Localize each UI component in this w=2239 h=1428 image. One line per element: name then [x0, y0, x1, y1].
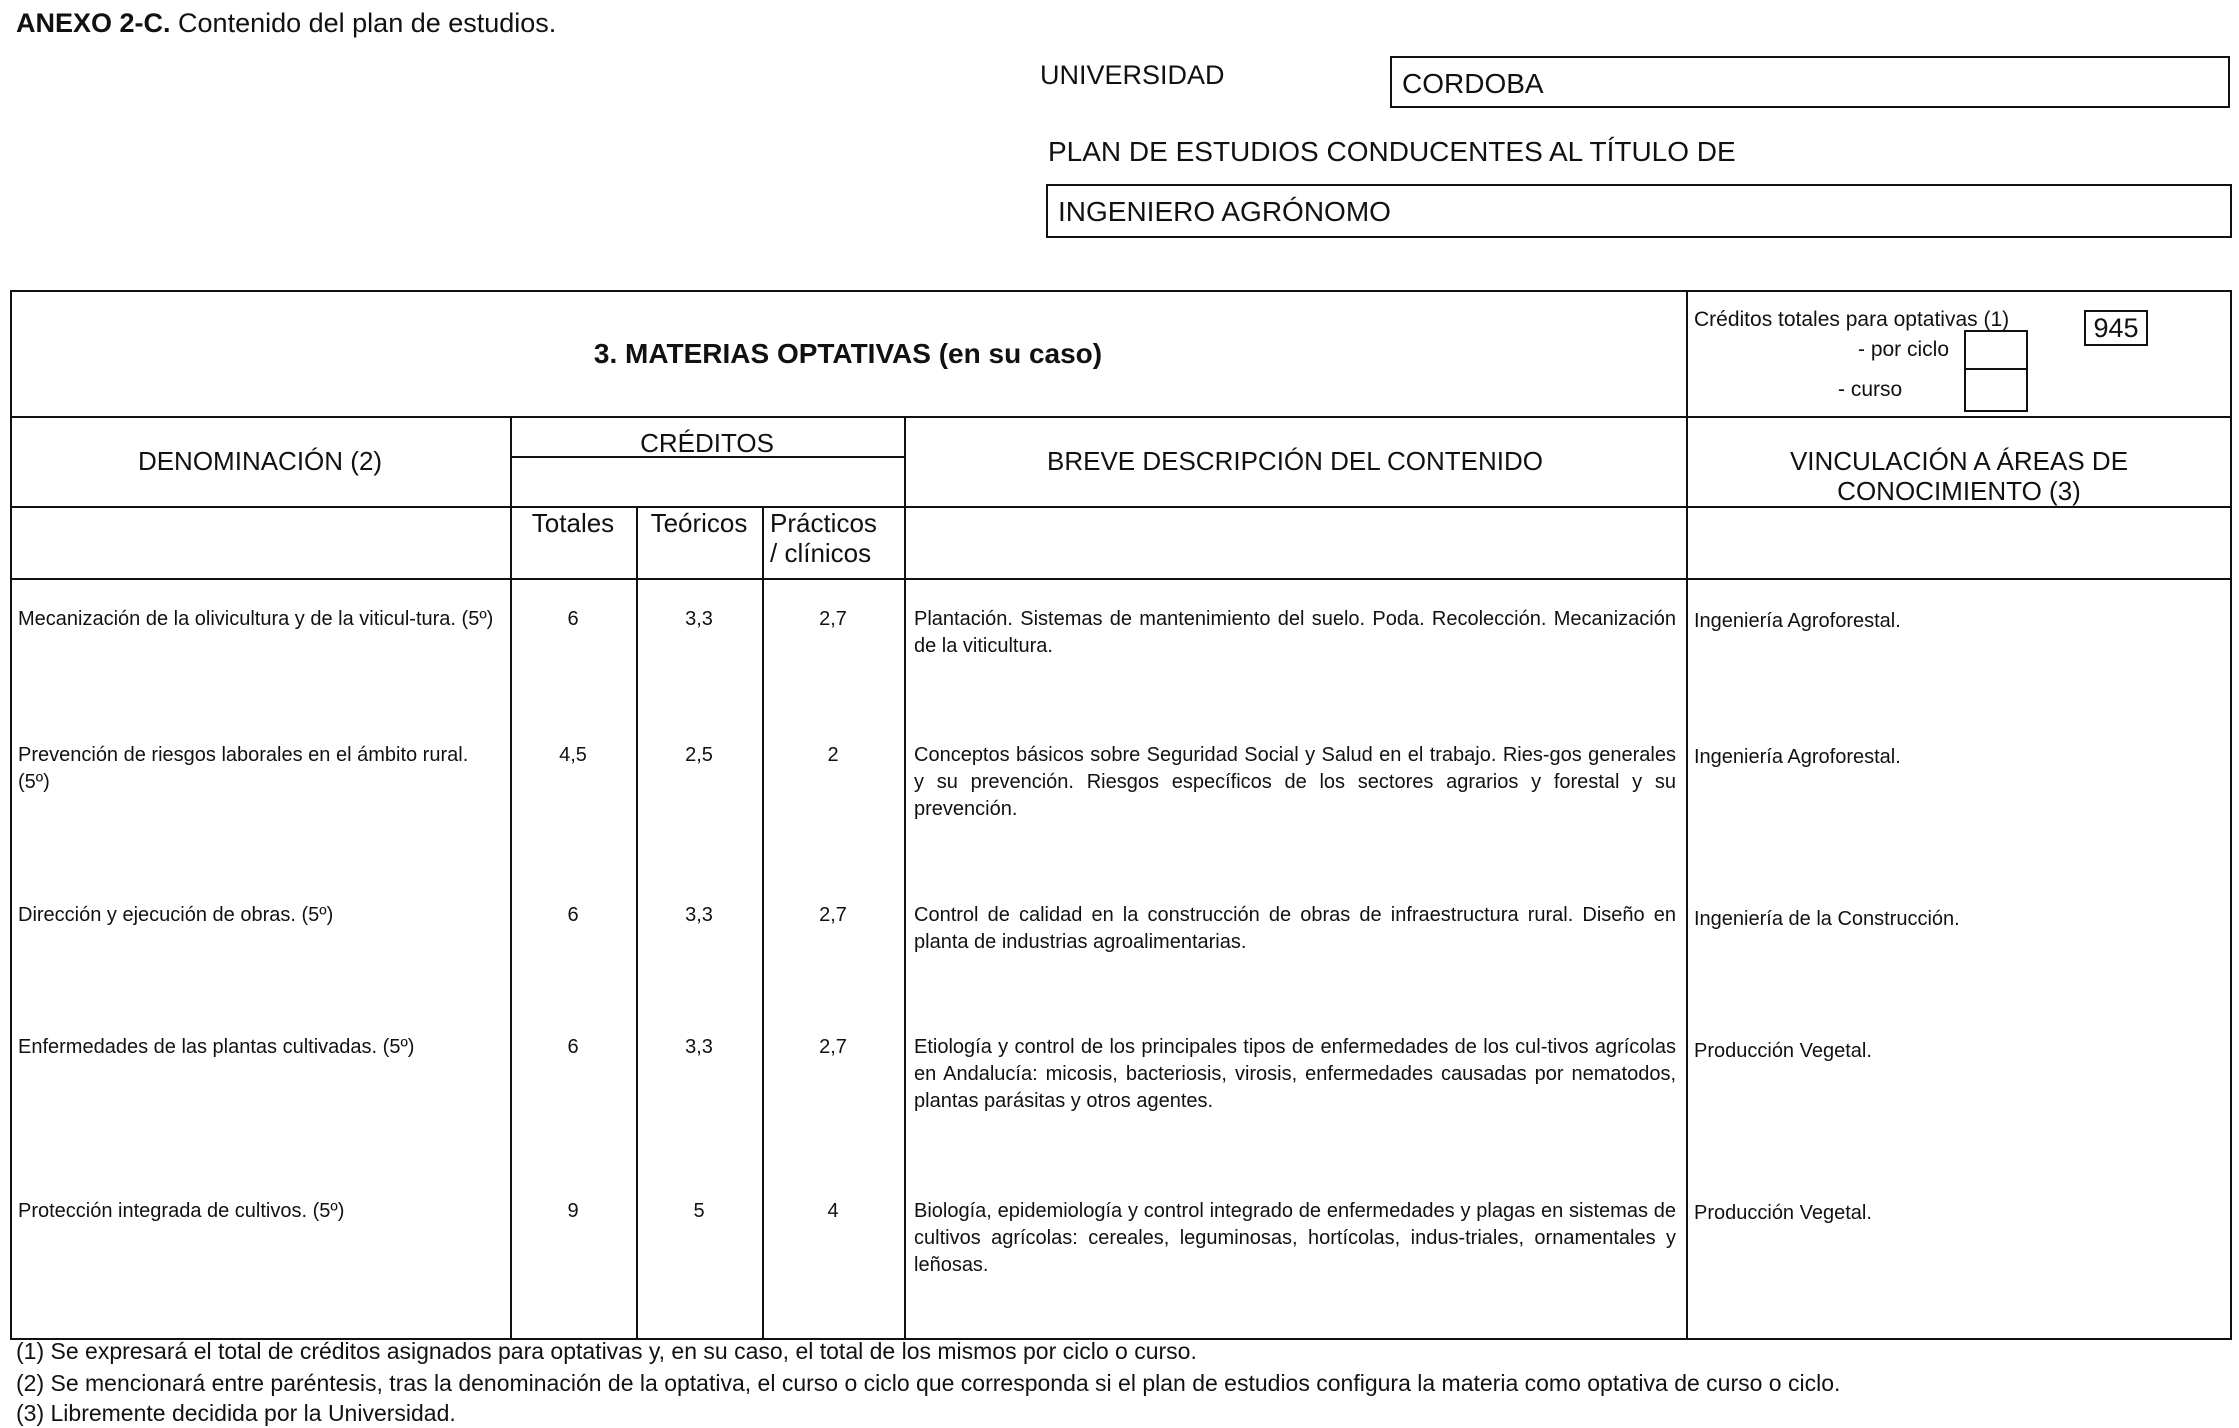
row-5-name: Protección integrada de cultivos. (5º): [18, 1200, 345, 1222]
row-2-name: Prevención de riesgos laborales en el ámbito rural. (5º): [18, 744, 469, 793]
column-description: BREVE DESCRIPCIÓN DEL CONTENIDO: [1046, 446, 1543, 476]
plan-label: PLAN DE ESTUDIOS CONDUCENTES AL TÍTULO DE: [1048, 136, 1736, 167]
row-2-totales: 4,5: [559, 744, 587, 766]
row-5-teoricos: 5: [693, 1200, 705, 1222]
row-2-description: Conceptos básicos sobre Seguridad Social y Salud en el trabajo. Ries-gos generales y su prevención. Riesgos específicos de los sectores agrarios y forestal y su prevención.: [914, 744, 1676, 820]
row-4-area: Producción Vegetal.: [1694, 1040, 1872, 1062]
row-3-teoricos: 3,3: [685, 904, 713, 926]
row-5-practicos: 4: [827, 1200, 839, 1222]
footnote-2: (2) Se mencionará entre paréntesis, tras la denominación de la optativa, el curso o ciclo que corresponda si el plan de estudios configura la materia como optativa de curso o ciclo.: [16, 1370, 1841, 1396]
row-1-practicos: 2,7: [819, 608, 847, 630]
table-rule-col-description: [904, 416, 906, 1340]
row-4-teoricos: 3,3: [685, 1036, 713, 1058]
per-course-label: - curso: [1838, 378, 1903, 401]
row-2-teoricos: 2,5: [685, 744, 713, 766]
per-course-field: [1964, 368, 2028, 412]
annex-number: ANEXO 2-C.: [16, 8, 171, 38]
footnote-1: (1) Se expresará el total de créditos asignados para optativas y, en su caso, el total de los mismos por ciclo o curso.: [16, 1338, 1197, 1364]
university-field: CORDOBA: [1390, 56, 2230, 108]
optional-credits-label: Créditos totales para optativas (1): [1694, 308, 2010, 331]
row-1-area: Ingeniería Agroforestal.: [1694, 610, 1901, 632]
row-1-description: Plantación. Sistemas de mantenimiento del suelo. Poda. Recolección. Mecanización de la viticultura.: [914, 608, 1676, 657]
column-totales: Totales: [531, 508, 615, 538]
row-3-practicos: 2,7: [819, 904, 847, 926]
column-areas-line1: VINCULACIÓN A ÁREAS DE: [1789, 446, 2129, 476]
row-5-description: Biología, epidemiología y control integrado de enfermedades y plagas en sistemas de cultivos agrícolas: cereales, leguminosas, hortícolas, indus-triales, ornamentales y leñosas.: [914, 1200, 1676, 1276]
row-2-area: Ingeniería Agroforestal.: [1694, 746, 1901, 768]
annex-subtitle: Contenido del plan de estudios.: [170, 8, 557, 38]
row-5-area: Producción Vegetal.: [1694, 1202, 1872, 1224]
row-3-area: Ingeniería de la Construcción.: [1694, 908, 1960, 930]
row-1-teoricos: 3,3: [685, 608, 713, 630]
table-rule-header-mid: [10, 506, 2232, 508]
column-areas-line2: CONOCIMIENTO (3): [1837, 476, 2081, 506]
per-cycle-field: [1964, 330, 2028, 370]
row-4-practicos: 2,7: [819, 1036, 847, 1058]
optional-credits-value: 945: [2084, 310, 2148, 346]
per-cycle-label: - por ciclo: [1858, 338, 1950, 361]
row-4-description: Etiología y control de los principales tipos de enfermedades de los cul-tivos agrícolas en Andalucía: micosis, bacteriosis, virosis, enfermedades causadas por nematodos, plantas parásitas y otros agentes.: [914, 1036, 1676, 1112]
column-practicos-line2: / clínicos: [770, 538, 872, 568]
row-3-description: Control de calidad en la construcción de obras de infraestructura rural. Diseño en planta de industrias agroalimentarias.: [914, 904, 1676, 953]
row-3-name: Dirección y ejecución de obras. (5º): [18, 904, 334, 926]
university-label: UNIVERSIDAD: [1040, 60, 1225, 90]
column-creditos: CRÉDITOS: [640, 428, 774, 458]
row-2-practicos: 2: [827, 744, 839, 766]
column-denominacion: DENOMINACIÓN (2): [137, 446, 383, 476]
row-3-totales: 6: [567, 904, 579, 926]
row-1-totales: 6: [567, 608, 579, 630]
degree-field: INGENIERO AGRÓNOMO: [1046, 184, 2232, 238]
row-4-totales: 6: [567, 1036, 579, 1058]
row-1-name: Mecanización de la olivicultura y de la viticul-tura. (5º): [18, 608, 494, 630]
column-areas: [1686, 446, 2232, 506]
table-rule-header-bottom: [10, 578, 2232, 580]
row-5-totales: 9: [567, 1200, 579, 1222]
section-title: 3. MATERIAS OPTATIVAS (en su caso): [593, 338, 1103, 369]
column-practicos-line1: Prácticos: [770, 508, 877, 538]
column-practicos: [762, 508, 894, 568]
column-teoricos: Teóricos: [650, 508, 748, 538]
annex-heading: [16, 8, 556, 39]
footnote-3: (3) Libremente decidida por la Universidad.: [16, 1400, 456, 1426]
row-4-name: Enfermedades de las plantas cultivadas. (5º): [18, 1036, 415, 1058]
